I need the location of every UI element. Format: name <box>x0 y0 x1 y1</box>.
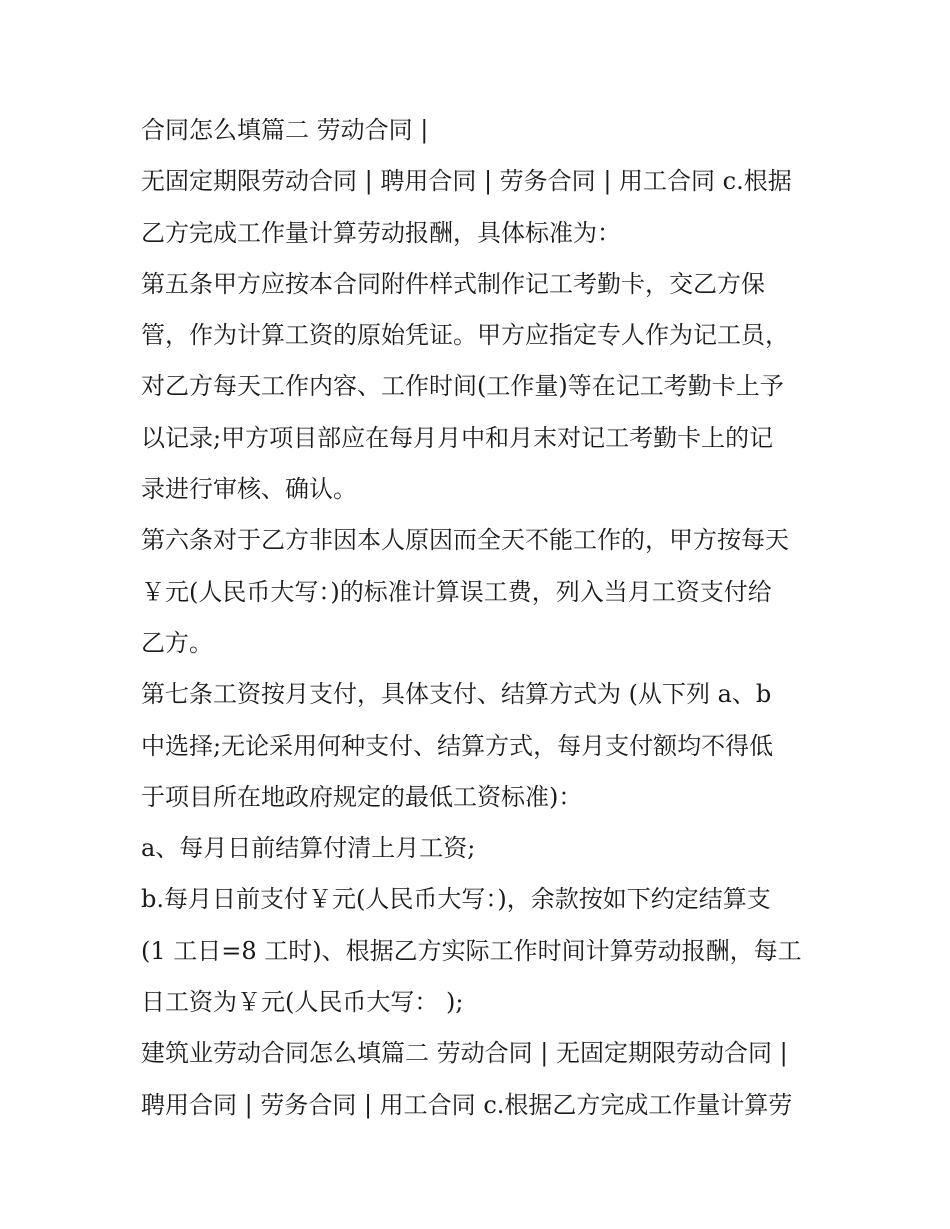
text-line-19: 建筑业劳动合同怎么填篇二 劳动合同 | 无固定期限劳动合同 | <box>141 1039 788 1068</box>
text-line-5: 管，作为计算工资的原始凭证。甲方应指定专人作为记工员， <box>141 321 789 350</box>
text-line-12: 第七条工资按月支付，具体支付、结算方式为 (从下列 a、b <box>141 680 772 709</box>
text-line-1: 合同怎么填篇二 劳动合同 | <box>141 116 429 144</box>
text-line-2: 无固定期限劳动合同 | 聘用合同 | 劳务合同 | 用工合同 c.根据 <box>141 167 792 196</box>
text-line-3: 乙方完成工作量计算劳动报酬，具体标准为： <box>141 218 621 247</box>
text-line-7: 以记录;甲方项目部应在每月月中和月末对记工考勤卡上的记 <box>141 423 774 452</box>
text-line-11: 乙方。 <box>141 628 213 657</box>
text-line-6: 对乙方每天工作内容、工作时间(工作量)等在记工考勤卡上予 <box>141 372 784 401</box>
text-line-18: 日工资为￥元(人民币大写： ); <box>141 988 464 1017</box>
text-line-13: 中选择;无论采用何种支付、结算方式，每月支付额均不得低 <box>141 731 774 760</box>
text-line-20: 聘用合同 | 劳务合同 | 用工合同 c.根据乙方完成工作量计算劳 <box>141 1090 793 1119</box>
text-line-4: 第五条甲方应按本合同附件样式制作记工考勤卡，交乙方保 <box>141 269 765 298</box>
text-line-8: 录进行审核、确认。 <box>141 475 357 504</box>
text-line-17: (1 工日=8 工时)、根据乙方实际工作时间计算劳动报酬，每工 <box>141 936 802 965</box>
document-body <box>141 105 821 1131</box>
text-line-14: 于项目所在地政府规定的最低工资标准)： <box>141 782 583 811</box>
text-line-9: 第六条对于乙方非因本人原因而全天不能工作的，甲方按每天 <box>141 526 789 555</box>
text-line-16: b.每月日前支付￥元(人民币大写：)，余款按如下约定结算支 <box>141 885 771 914</box>
text-line-15: a、每月日前结算付清上月工资; <box>141 834 476 863</box>
text-line-10: ￥元(人民币大写：)的标准计算误工费，列入当月工资支付给 <box>141 577 772 606</box>
